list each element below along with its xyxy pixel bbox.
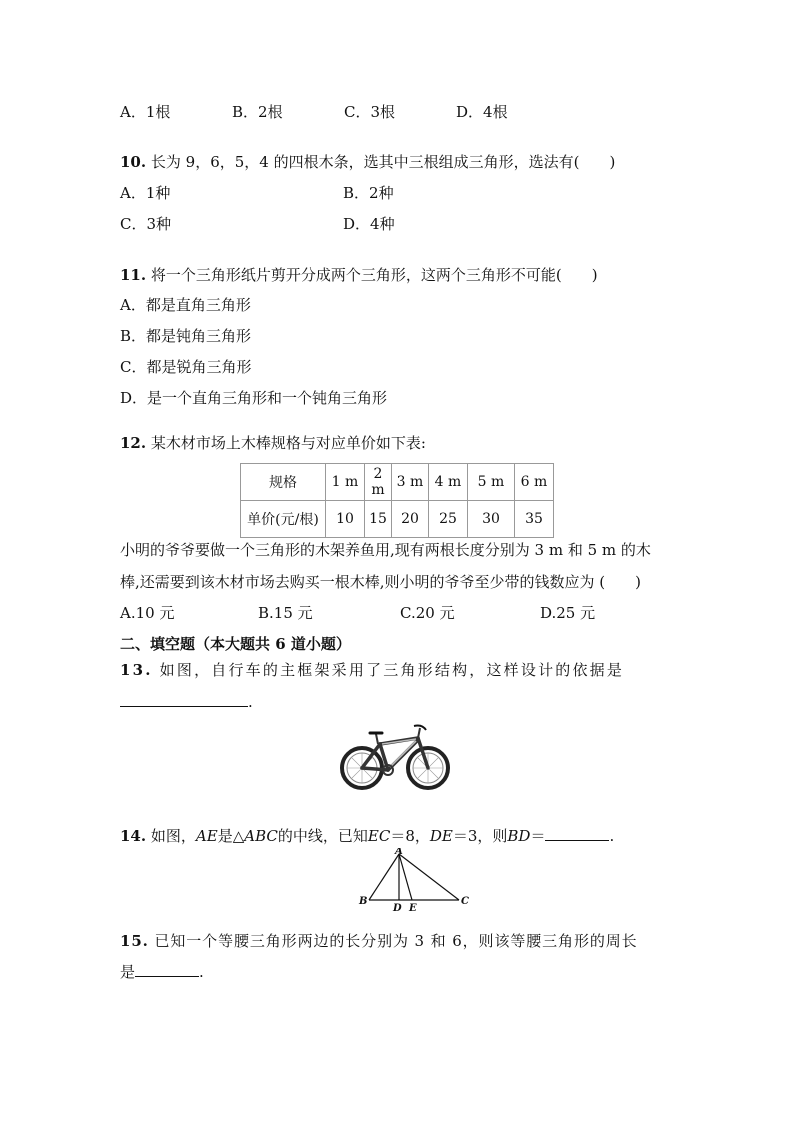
q14-text: EC bbox=[367, 827, 391, 845]
q15-text2: 是 bbox=[120, 963, 136, 981]
q10-stem bbox=[120, 152, 615, 172]
table-cell: 20 bbox=[392, 501, 429, 538]
q14-number: 14. bbox=[120, 827, 147, 845]
q12-number: 12. bbox=[120, 434, 147, 452]
answer-blank[interactable] bbox=[135, 962, 199, 977]
table-cell: 2 m bbox=[365, 464, 392, 501]
q14-text: ABC bbox=[244, 827, 278, 845]
q12-text-line2: 小明的爷爷要做一个三角形的木架养鱼用,现有两根长度分别为 3 m 和 5 m 的木 bbox=[120, 541, 651, 559]
q9-option-b: B．2根 bbox=[232, 103, 283, 121]
answer-blank[interactable] bbox=[120, 692, 248, 707]
q10-option-a: A．1种 bbox=[120, 184, 171, 202]
triangle-figure bbox=[355, 848, 471, 912]
table-cell: 15 bbox=[365, 501, 392, 538]
q15-stem bbox=[120, 931, 638, 951]
q14-text: ＝ bbox=[530, 827, 546, 845]
table-cell: 5 m bbox=[468, 464, 515, 501]
q15-answer-line: 是 . bbox=[120, 963, 204, 981]
q11-option-c: C．都是锐角三角形 bbox=[120, 358, 252, 376]
q12-stem bbox=[120, 433, 426, 453]
q9-option-a: A．1根 bbox=[120, 103, 171, 121]
q14-text: 的中线，已知 bbox=[277, 827, 368, 845]
q12-text: 某木材市场上木棒规格与对应单价如下表: bbox=[150, 434, 426, 452]
q11-option-b: B．都是钝角三角形 bbox=[120, 327, 252, 345]
q14-text: BD bbox=[507, 827, 531, 845]
q10-option-d: D．4种 bbox=[343, 215, 395, 233]
q11-stem bbox=[120, 265, 598, 285]
q11-text: 将一个三角形纸片剪开分成两个三角形，这两个三角形不可能( ) bbox=[150, 266, 598, 284]
bicycle-figure bbox=[340, 720, 452, 792]
table-cell: 4 m bbox=[429, 464, 468, 501]
price-table bbox=[240, 463, 554, 538]
table-cell: 25 bbox=[429, 501, 468, 538]
table-cell: 35 bbox=[515, 501, 554, 538]
vertex-label-a: A bbox=[395, 848, 403, 857]
q10-number: 10. bbox=[120, 153, 147, 171]
table-cell: 1 m bbox=[326, 464, 365, 501]
q11-number: 11. bbox=[120, 266, 147, 284]
q14-text: 是△ bbox=[217, 827, 245, 845]
table-row bbox=[241, 501, 554, 538]
q12-option-c: C.20 元 bbox=[400, 604, 455, 622]
point-label-d: D bbox=[393, 903, 402, 912]
q10-option-b: B．2种 bbox=[343, 184, 394, 202]
table-header-cell: 规格 bbox=[241, 464, 326, 501]
q15-text: 已知一个等腰三角形两边的长分别为 3 和 6，则该等腰三角形的周长 bbox=[154, 932, 638, 950]
q12-option-d: D.25 元 bbox=[540, 604, 596, 622]
q13-text: 如图，自行车的主框架采用了三角形结构，这样设计的依据是 bbox=[159, 661, 625, 679]
q10-option-c: C．3种 bbox=[120, 215, 172, 233]
q14-text: ＝3，则 bbox=[452, 827, 508, 845]
q11-option-d: D．是一个直角三角形和一个钝角三角形 bbox=[120, 389, 388, 407]
section-title: 二、填空题（本大题共 6 道小题） bbox=[120, 635, 351, 653]
q14-text: 如图， bbox=[150, 827, 196, 845]
q14-text: DE bbox=[429, 827, 453, 845]
table-cell: 10 bbox=[326, 501, 365, 538]
q14-text: ＝8， bbox=[390, 827, 430, 845]
table-cell: 30 bbox=[468, 501, 515, 538]
table-cell: 6 m bbox=[515, 464, 554, 501]
q12-text-line3: 棒,还需要到该木材市场去购买一根木棒,则小明的爷爷至少带的钱数应为 ( ) bbox=[120, 573, 642, 591]
answer-blank[interactable] bbox=[545, 826, 609, 841]
q15-number: 15. bbox=[120, 932, 149, 950]
table-header-cell: 单价(元/根) bbox=[241, 501, 326, 538]
table-row bbox=[241, 464, 554, 501]
q14-stem: 14. 如图，AE是△ABC的中线，已知EC＝8，DE＝3，则BD＝ . bbox=[120, 827, 615, 845]
q12-option-a: A.10 元 bbox=[120, 604, 175, 622]
q14-text: AE bbox=[195, 827, 218, 845]
table-cell: 3 m bbox=[392, 464, 429, 501]
q12-option-b: B.15 元 bbox=[258, 604, 313, 622]
point-label-e: E bbox=[409, 903, 417, 912]
q13-stem bbox=[120, 660, 624, 680]
vertex-label-b: B bbox=[359, 896, 368, 907]
vertex-label-c: C bbox=[461, 896, 469, 907]
q10-text: 长为 9，6，5，4 的四根木条，选其中三根组成三角形，选法有( ) bbox=[150, 153, 616, 171]
q13-number: 13. bbox=[120, 661, 153, 679]
q9-option-c: C．3根 bbox=[344, 103, 396, 121]
q13-answer-line: . bbox=[120, 692, 253, 712]
q11-option-a: A．都是直角三角形 bbox=[120, 296, 251, 314]
q9-option-d: D．4根 bbox=[456, 103, 508, 121]
